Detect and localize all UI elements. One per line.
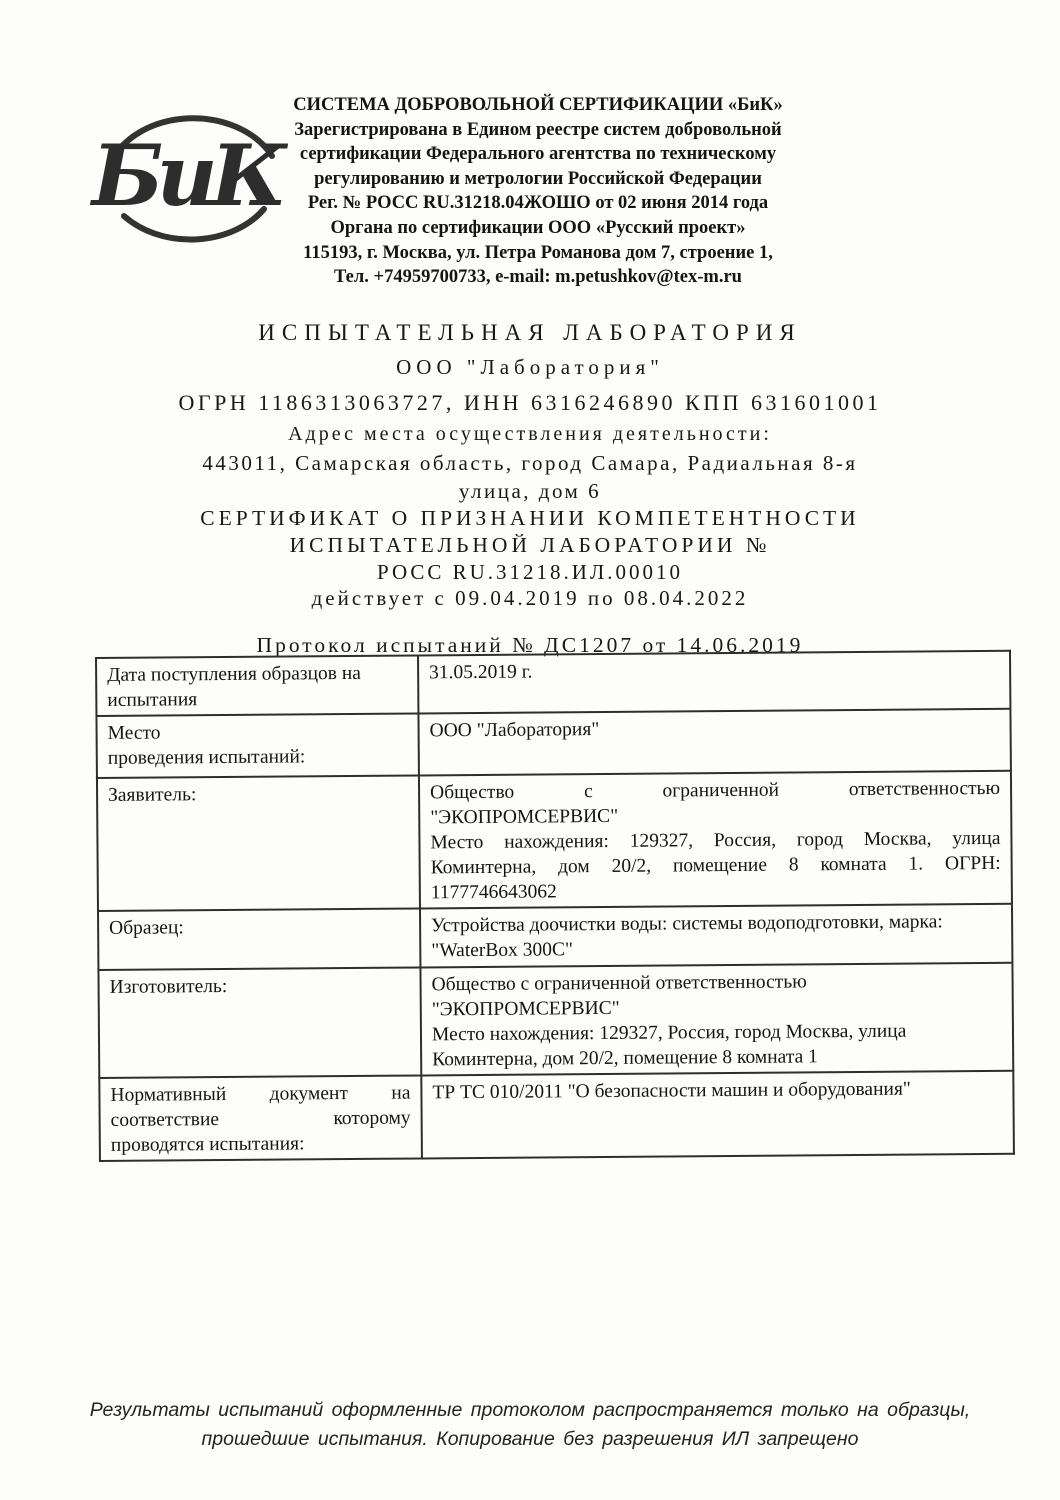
value-line: Коминтерна, дом 20/2, помещение 8 комната 1. ОГРН:	[430, 852, 1001, 879]
certification-system-header	[268, 93, 808, 290]
value-line: ТР ТС 010/2011 "О безопасности машин и оборудования"	[432, 1078, 911, 1104]
header-line: 115193, г. Москва, ул. Петра Романова дом 7, строение 1,	[303, 242, 773, 263]
row-label-cell	[98, 908, 420, 970]
header-line: Тел. +74959700733, e-mail: m.petushkov@tex-m.ru	[334, 267, 742, 288]
row-label-cell	[97, 775, 420, 911]
label-line: испытания	[107, 689, 198, 711]
header-line: Рег. № РОСС RU.31218.04ЖОШО от 02 июня 2014 года	[307, 193, 769, 214]
label-line: Заявитель:	[108, 784, 197, 806]
row-value-cell	[418, 709, 1010, 776]
bik-logo	[92, 98, 287, 258]
header-line: СИСТЕМА ДОБРОВОЛЬНОЙ СЕРТИФИКАЦИИ «БиК»	[293, 95, 783, 115]
value-line: 1177746643062	[430, 881, 557, 904]
address-line: 443011, Самарская область, город Самара, Радиальная 8-я	[202, 451, 858, 475]
table-row	[98, 904, 1012, 970]
value-line: 31.05.2019 г.	[429, 661, 533, 684]
table-row	[99, 1071, 1014, 1161]
value-line: Общество с ограниченной ответственностью	[431, 971, 807, 996]
row-value-cell	[421, 1071, 1014, 1159]
laboratory-title-block	[0, 316, 1060, 658]
value-line: Место нахождения: 129327, Россия, город Москва, улица	[430, 827, 1001, 854]
value-line: Коминтерна, дом 20/2, помещение 8 комната 1	[432, 1046, 818, 1071]
table-row	[96, 709, 1010, 778]
label-line: Нормативный документ на	[110, 1082, 411, 1106]
certificate-line: ИСПЫТАТЕЛЬНОЙ ЛАБОРАТОРИИ №	[289, 533, 771, 557]
label-line: проведения испытаний:	[107, 746, 306, 769]
footer-note	[0, 1396, 1060, 1454]
logo-text: БиК	[91, 126, 281, 225]
row-label-cell	[96, 655, 418, 716]
value-line: Место нахождения: 129327, Россия, город Москва, улица	[431, 1020, 907, 1046]
table-row	[96, 651, 1010, 716]
label-line: Образец:	[109, 917, 184, 939]
header-line: сертификации Федерального агентства по техническому	[299, 144, 777, 165]
table-row	[97, 771, 1012, 911]
address-line: улица, дом 6	[458, 479, 602, 503]
row-label-cell	[98, 967, 421, 1078]
header-line: регулированию и метрологии Российской Федерации	[314, 168, 762, 189]
value-line: Общество с ограниченной ответственностью	[429, 777, 1001, 804]
lab-registration: ОГРН 1186313063727, ИНН 6316246890 КПП 631601001	[178, 390, 882, 415]
header-line: Органа по сертификации ООО «Русский проект»	[330, 217, 746, 238]
value-line: ООО "Лаборатория"	[429, 719, 600, 742]
row-label-cell	[96, 713, 418, 778]
label-line: Изготовитель:	[109, 975, 228, 998]
certificate-validity: действует с 09.04.2019 по 08.04.2022	[311, 586, 749, 610]
certificate-line: СЕРТИФИКАТ О ПРИЗНАНИИ КОМПЕТЕНТНОСТИ	[200, 506, 860, 530]
label-line: соответствие которому	[110, 1107, 411, 1131]
row-value-cell	[420, 904, 1012, 968]
label-line: Дата поступления образцов на	[107, 662, 361, 686]
test-details-table	[95, 650, 1015, 1162]
lab-name: ООО "Лаборатория"	[396, 355, 664, 379]
row-label-cell	[99, 1075, 422, 1161]
value-line: "WaterBox 300C"	[431, 939, 574, 962]
row-value-cell	[419, 771, 1012, 909]
table-row	[98, 963, 1013, 1078]
value-line: Устройства доочистки воды: системы водоподготовки, марка:	[431, 911, 943, 937]
header-line: Зарегистрирована в Едином реестре систем добровольной	[294, 119, 782, 140]
value-line: "ЭКОПРОМСЕРВИС"	[431, 997, 620, 1021]
protocol-title: Протокол испытаний № ДС1207 от 14.06.2019	[256, 633, 804, 657]
lab-title: ИСПЫТАТЕЛЬНАЯ ЛАБОРАТОРИЯ	[258, 320, 802, 345]
footer-line: Результаты испытаний оформленные протоколом распространяется только на образцы,	[89, 1399, 971, 1421]
value-line: "ЭКОПРОМСЕРВИС"	[430, 805, 619, 829]
row-value-cell	[418, 651, 1010, 714]
label-line: Место	[107, 722, 161, 744]
certificate-number: РОСС RU.31218.ИЛ.00010	[377, 560, 683, 584]
label-line: проводятся испытания:	[110, 1133, 305, 1156]
row-value-cell	[420, 963, 1013, 1076]
address-label: Адрес места осуществления деятельности:	[288, 423, 772, 445]
footer-line: прошедшие испытания. Копирование без разрешения ИЛ запрещено	[201, 1428, 859, 1450]
